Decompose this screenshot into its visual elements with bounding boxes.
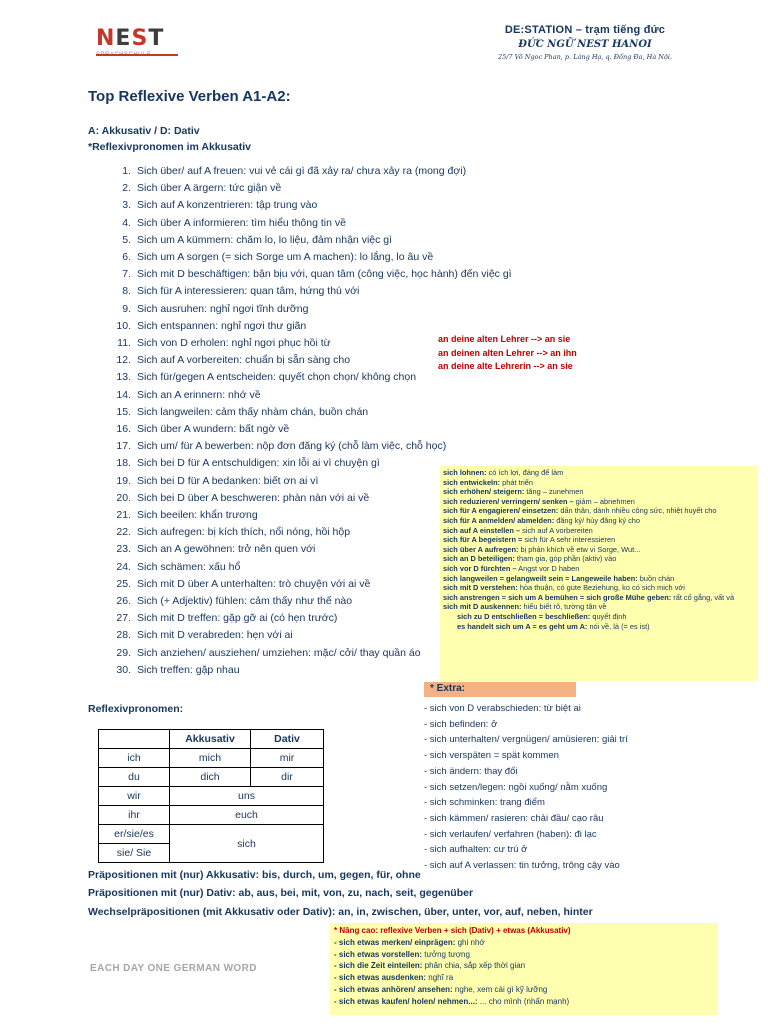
highlight-line	[443, 602, 755, 612]
list-item-text: Sich mit D treffen: gặp gỡ ai (có hẹn trước)	[137, 612, 338, 625]
list-item-number: 30.	[116, 663, 131, 676]
highlight-line-term: sich für A anmelden/ abmelden:	[443, 515, 555, 525]
extra-list-item: - sich unterhalten/ vergnügen/ amüsieren: giải trí	[424, 734, 628, 746]
pronoun-table-title: Reflexivpronomen:	[88, 703, 184, 715]
yellow-highlight-box-advanced-verbs	[440, 466, 758, 681]
advanced-line-term: - sich etwas kaufen/ holen/ nehmen...:	[334, 996, 478, 1006]
list-item-text: Sich bei D für A entschuldigen: xin lỗi ai vì chuyện gì	[137, 457, 380, 470]
highlight-line	[443, 478, 755, 488]
prepositions-section	[88, 866, 688, 921]
extra-list-item: - sich befinden: ở	[424, 718, 498, 730]
list-item-number: 27.	[116, 612, 131, 625]
page-title: Top Reflexive Verben A1-A2:	[88, 88, 291, 105]
highlight-line-term: sich für A begeistern =	[443, 535, 523, 545]
advanced-line-meaning: nghĩ ra	[426, 973, 454, 983]
list-item-text: Sich (+ Adjektiv) fühlen: cảm thấy như thế nào	[137, 595, 353, 608]
list-item-number: 4.	[122, 216, 131, 229]
list-item	[110, 301, 580, 318]
dativ-cell: mir	[251, 749, 324, 768]
list-item-number: 10.	[116, 319, 131, 332]
advanced-line-term: - sich etwas vorstellen:	[334, 949, 423, 959]
highlight-line-term: sich erhöhen/ steigern:	[443, 487, 525, 497]
list-item-number: 17.	[116, 440, 131, 453]
akkusativ-cell: mich	[170, 749, 251, 768]
highlight-line-term: sich zu D entschließen = beschließen:	[457, 611, 591, 621]
highlight-line	[443, 506, 755, 516]
list-item-text: Sich um A sorgen (= sich Sorge um A machen): lo lắng, lo âu về	[137, 251, 434, 264]
table-row	[99, 806, 324, 825]
list-item-number: 11.	[117, 337, 131, 350]
list-item	[110, 283, 580, 300]
table-header-dativ: Dativ	[251, 730, 324, 749]
highlight-line-term: sich an D beteiligen:	[443, 554, 515, 564]
list-item	[110, 266, 580, 283]
advanced-line-term: - sich etwas merken/ einprägen:	[334, 937, 456, 947]
highlight-line	[443, 526, 755, 536]
highlight-line	[443, 545, 755, 555]
list-item-number: 29.	[116, 646, 131, 659]
highlight-line	[443, 487, 755, 497]
highlight-line	[443, 468, 755, 478]
advanced-line	[334, 949, 714, 961]
extra-list-item: - sich ändern: thay đổi	[424, 765, 518, 777]
list-item-text: Sich bei D über A beschweren: phàn nàn với ai về	[137, 491, 370, 504]
extra-list-item: - sich von D verabschieden: từ biệt ai	[424, 703, 581, 714]
advanced-line	[334, 972, 714, 984]
list-item-text: Sich um/ für A bewerben: nộp đơn đăng ký (chỗ làm việc, chỗ học)	[137, 440, 447, 453]
list-item-text: Sich an A gewöhnen: trở nên quen với	[137, 543, 316, 556]
highlight-line-term: sich langweilen = gelangweilt sein = Langeweile haben:	[443, 573, 638, 583]
highlight-line-term: sich vor D fürchten –	[443, 563, 517, 573]
highlight-line-term: sich mit D auskennen:	[443, 602, 522, 612]
highlight-line-term: sich mit D verstehen:	[443, 583, 518, 593]
highlight-line-meaning: Angst vor D haben	[516, 563, 580, 573]
highlight-line-term: sich entwickeln:	[443, 477, 501, 487]
list-item	[110, 232, 580, 249]
list-item-text: Sich aufregen: bị kích thích, nổi nóng, hồi hộp	[137, 526, 351, 539]
advanced-line	[334, 960, 714, 972]
highlight-line	[443, 554, 755, 564]
header-line-3: 25/7 Võ Ngọc Phan, p. Láng Hạ, q. Đống Đa, Hà Nội.	[497, 53, 673, 61]
logo-underline	[96, 54, 178, 56]
extra-list-item: - sich verlaufen/ verfahren (haben): đi lạc	[424, 828, 597, 840]
highlight-line	[443, 622, 755, 632]
pronoun-cell: er/sie/es	[99, 825, 170, 844]
list-item-text: Sich mit D verabreden: hẹn với ai	[137, 629, 293, 642]
highlight-line-meaning: rất cố gắng, vất vả	[671, 592, 735, 602]
list-item-number: 18.	[116, 457, 131, 470]
list-item	[110, 215, 580, 232]
list-item-text: Sich schämen: xấu hổ	[137, 560, 241, 573]
list-item-text: Sich um A kümmern: chăm lo, lo liệu, đảm nhận việc gì	[137, 233, 393, 246]
pronoun-cell: ihr	[99, 806, 170, 825]
list-item-text: Sich von D erholen: nghỉ ngơi phục hồi từ	[137, 337, 331, 350]
red-note-line: an deine alte Lehrerin --> an sie	[438, 361, 573, 371]
list-item-text: Sich über A ärgern: tức giận về	[137, 182, 282, 195]
document-header	[0, 24, 768, 80]
reflexive-pronoun-table	[98, 729, 324, 863]
highlight-line-meaning: giảm – abnehmen	[573, 496, 635, 506]
highlight-line-meaning: bị phản khích về etw vi Sorge, Wut...	[518, 544, 641, 554]
highlight-line-meaning: sich auf A vorbereiten	[520, 525, 593, 535]
pronoun-cell: wir	[99, 787, 170, 806]
header-line-2: ĐỨC NGỮ NEST HANOI	[518, 39, 652, 50]
table-header-row	[99, 730, 324, 749]
advanced-heading: * Nâng cao: reflexive Verben + sich (Dativ) + etwas (Akkusativ)	[334, 926, 571, 935]
pronoun-cell: sie/ Sie	[99, 844, 170, 863]
akkusativ-dativ-cell: sich	[170, 825, 324, 863]
list-item-number: 1.	[122, 165, 131, 177]
table-row	[99, 825, 324, 844]
advanced-line-meaning: phân chia, sắp xếp thời gian	[422, 961, 526, 971]
table-row	[99, 749, 324, 768]
red-annotation-note	[438, 333, 577, 374]
list-item	[110, 438, 580, 455]
list-item-number: 2.	[122, 182, 131, 195]
highlight-line-meaning: đăng ký/ hủy đăng ký cho	[554, 515, 641, 525]
list-item	[110, 180, 580, 197]
list-item-number: 7.	[122, 268, 131, 281]
highlight-line-term: sich reduzieren/ verringern/ senken –	[443, 496, 574, 506]
pronoun-cell: ich	[99, 749, 170, 768]
list-item-text: Sich beeilen: khẩn trương	[137, 509, 258, 522]
list-item-number: 6.	[122, 251, 131, 264]
preposition-line: Präpositionen mit (nur) Akkusativ: bis, durch, um, gegen, für, ohne	[88, 869, 421, 881]
subtitle-reflexivpronomen: *Reflexivpronomen im Akkusativ	[88, 141, 251, 153]
header-line-1: DE:STATION – trạm tiếng đức	[504, 24, 666, 36]
list-item-number: 12.	[116, 354, 131, 367]
highlight-line-meaning: phát triển	[500, 477, 533, 487]
red-note-line: an deinen alten Lehrer --> an ihn	[438, 347, 577, 358]
extra-list-item: - sich setzen/legen: ngồi xuống/ nằm xuống	[424, 781, 608, 793]
highlight-line	[443, 497, 755, 507]
list-item-text: Sich auf A konzentrieren: tập trung vào	[137, 199, 318, 212]
advanced-line-meaning: nghe, xem cái gì kỹ lưỡng	[452, 984, 548, 994]
advanced-line-term: - sich etwas anhören/ ansehen:	[334, 984, 453, 994]
list-item-number: 3.	[122, 199, 131, 212]
list-item-number: 22.	[116, 526, 131, 539]
advanced-line	[334, 937, 714, 949]
list-item-text: Sich treffen: gặp nhau	[137, 663, 240, 676]
extra-list-item: - sich kämmen/ rasieren: chải đầu/ cạo râu	[424, 812, 604, 824]
list-item-number: 20.	[116, 491, 131, 504]
list-item	[110, 404, 580, 421]
highlight-line-meaning: hiểu biết rõ, tường tận về	[521, 602, 607, 612]
list-item-number: 15.	[116, 405, 131, 418]
extra-list-item: - sich schminken: trang điểm	[424, 797, 545, 809]
advanced-line-term: - sich etwas ausdenken:	[334, 973, 427, 983]
dativ-cell: dir	[251, 768, 324, 787]
yellow-highlight-box-advanced-dative	[330, 923, 718, 1015]
advanced-line-meaning: tưởng tượng	[422, 949, 470, 959]
highlight-line	[443, 516, 755, 526]
list-item-number: 9.	[122, 302, 131, 315]
extra-list-item: - sich verspäten = spät kommen	[424, 750, 559, 762]
highlight-line-term: sich über A aufregen:	[443, 544, 519, 554]
advanced-line	[334, 996, 714, 1008]
list-item-text: Sich ausruhen: nghỉ ngơi tĩnh dưỡng	[137, 302, 309, 315]
pronoun-cell: du	[99, 768, 170, 787]
preposition-line: Präpositionen mit (nur) Dativ: ab, aus, bei, mit, von, zu, nach, seit, gegenüber	[88, 887, 474, 900]
akkusativ-dativ-cell: uns	[170, 787, 324, 806]
subtitle-cases: A: Akkusativ / D: Dativ	[88, 125, 200, 137]
highlight-line-meaning: quyết định	[590, 611, 627, 621]
extra-verb-list	[424, 701, 754, 874]
list-item-text: Sich für/gegen A entscheiden: quyết chọn chọn/ không chọn	[137, 371, 417, 384]
list-item-text: Sich für A interessieren: quan tâm, hứng thú với	[137, 285, 360, 298]
list-item-number: 26.	[116, 595, 131, 608]
list-item-text: Sich über/ auf A freuen: vui vẻ cái gì đã xảy ra/ chưa xảy ra (mong đợi)	[137, 165, 467, 177]
header-school-info	[420, 24, 750, 61]
highlight-line	[443, 612, 755, 622]
list-item-number: 21.	[116, 509, 131, 522]
advanced-line-meaning: ... cho mình (nhấn mạnh)	[477, 996, 570, 1006]
highlight-line	[443, 564, 755, 574]
highlight-line-meaning: nói về, là (= es ist)	[587, 621, 650, 631]
highlight-line-meaning: buồn chán	[637, 573, 675, 583]
akkusativ-cell: dich	[170, 768, 251, 787]
highlight-line-meaning: sich für A sehr interessieren	[522, 535, 616, 545]
list-item-text: Sich über A wundern: bất ngờ về	[137, 423, 290, 436]
list-item-text: Sich an A erinnern: nhớ về	[137, 388, 261, 401]
highlight-line-term: sich für A engagieren/ einsetzen:	[443, 506, 559, 516]
highlight-line	[443, 583, 755, 593]
list-item-number: 13.	[116, 371, 131, 384]
list-item-number: 19.	[116, 474, 131, 487]
list-item-number: 5.	[122, 233, 131, 246]
highlight-line-meaning: hòa thuận, có gute Beziehung, ko có sich mich với	[517, 583, 685, 593]
list-item-number: 24.	[116, 560, 131, 573]
table-header-akkusativ: Akkusativ	[170, 730, 251, 749]
list-item	[110, 387, 580, 404]
logo-wordmark: NEST	[96, 26, 165, 51]
table-header-empty	[99, 730, 170, 749]
highlight-line-meaning: có ích lợi, đáng để làm	[486, 468, 564, 477]
highlight-line	[443, 535, 755, 545]
advanced-line-term: - sich die Zeit einteilen:	[334, 961, 423, 971]
list-item-text: Sich anziehen/ ausziehen/ umziehen: mặc/ cởi/ thay quần áo	[137, 646, 421, 659]
list-item	[110, 249, 580, 266]
extra-list-item: - sich aufhalten: cư trú ở	[424, 844, 528, 856]
advanced-line	[334, 984, 714, 996]
list-item	[110, 163, 580, 180]
red-note-line: an deine alten Lehrer --> an sie	[438, 334, 571, 344]
list-item-text: Sich entspannen: nghỉ ngơi thư giãn	[137, 319, 307, 332]
highlight-line-meaning: tham gia, góp phần (aktiv) vào	[514, 554, 617, 564]
table-row	[99, 787, 324, 806]
highlight-line-term: sich auf A einstellen –	[443, 525, 521, 535]
list-item-text: Sich langweilen: cảm thấy nhàm chán, buồn chán	[137, 405, 369, 418]
highlight-line	[443, 574, 755, 584]
highlight-line-term: sich lohnen:	[443, 468, 487, 477]
list-item-text: Sich mit D über A unterhalten: trò chuyện với ai về	[137, 577, 371, 590]
list-item-text: Sich über A informieren: tìm hiểu thông tin về	[137, 216, 346, 229]
highlight-line-term: sich anstrengen = sich um A bemühen = sich große Mühe geben:	[443, 592, 672, 602]
preposition-line: Wechselpräpositionen (mit Akkusativ oder Dativ): an, in, zwischen, über, unter, vor, auf, neben, hinter	[88, 905, 593, 918]
list-item-number: 14.	[116, 388, 131, 401]
list-item-text: Sich mit D beschäftigen: bận bịu với, quan tâm (công việc, học hành) đến việc gì	[137, 268, 512, 281]
extra-section-heading: * Extra:	[424, 682, 576, 697]
list-item	[110, 197, 580, 214]
table-row	[99, 768, 324, 787]
list-item-text: Sich auf A vorbereiten: chuẩn bị sẵn sàng cho	[137, 354, 351, 367]
akkusativ-dativ-cell: euch	[170, 806, 324, 825]
list-item-number: 8.	[122, 285, 131, 298]
list-item-number: 23.	[116, 543, 131, 556]
list-item	[110, 421, 580, 438]
list-item-text: Sich bei D für A bedanken: biết ơn ai vì	[137, 474, 319, 487]
advanced-line-meaning: ghi nhớ	[455, 937, 485, 947]
highlight-line-term: es handelt sich um A = es geht um A:	[457, 621, 588, 631]
highlight-line-meaning: tăng – zunehmen	[524, 487, 584, 497]
extra-list-item: - sich auf A verlassen: tin tưởng, trông cậy vào	[424, 860, 620, 872]
highlight-line	[443, 593, 755, 603]
list-item-number: 28.	[116, 629, 131, 642]
highlight-line-meaning: dấn thân, dành nhiều công sức, nhiệt huyết cho	[558, 506, 717, 516]
footer-slogan: EACH DAY ONE GERMAN WORD	[90, 963, 257, 974]
list-item-number: 16.	[116, 423, 131, 436]
list-item-number: 25.	[116, 577, 131, 590]
